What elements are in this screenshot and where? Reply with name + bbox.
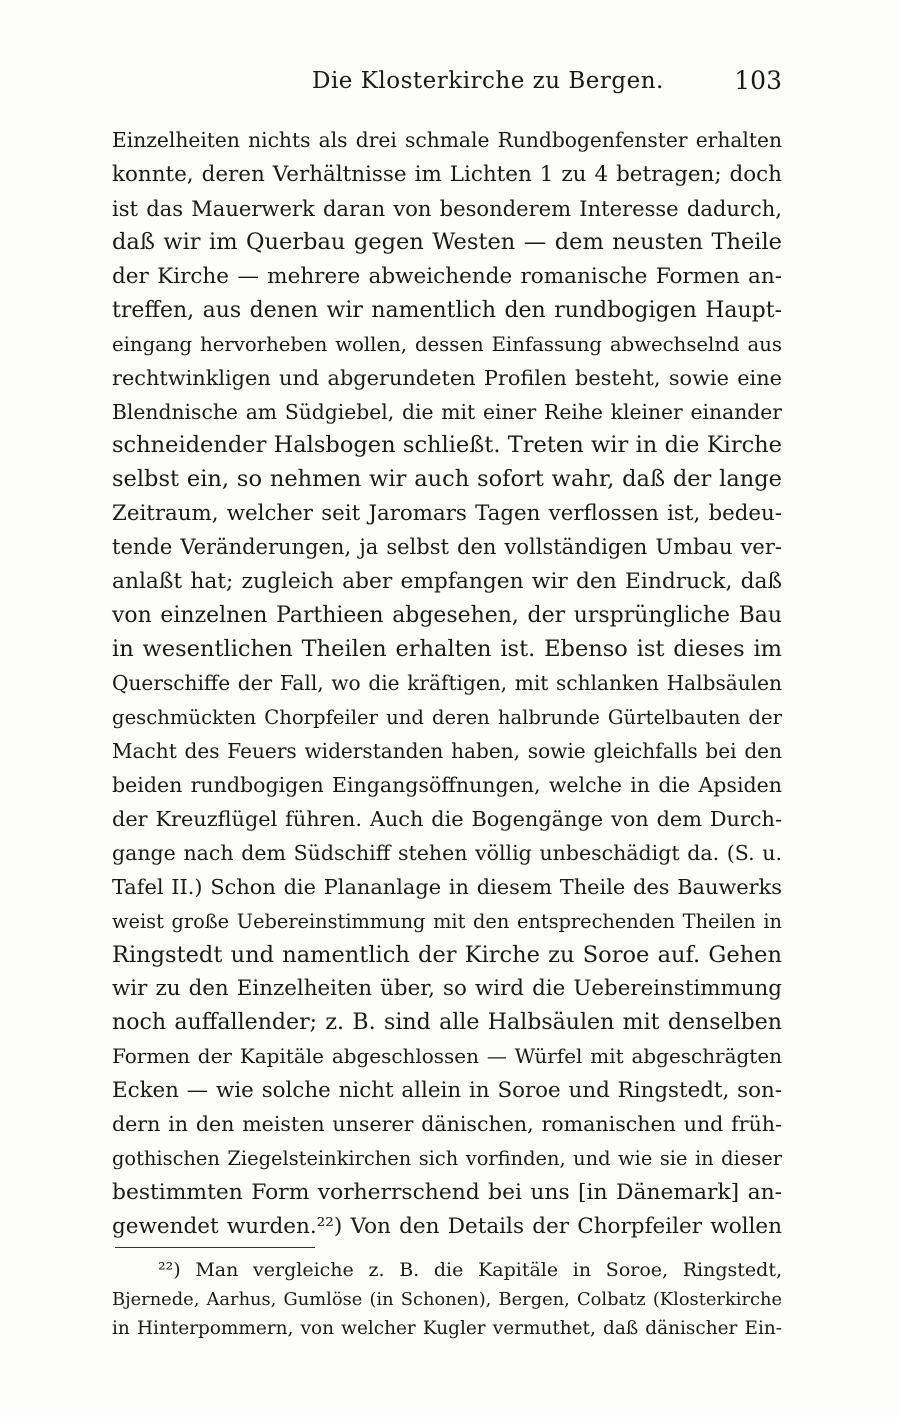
- footnote-divider: [115, 1247, 315, 1248]
- text-line: der Kirche — mehrere abweichende romanische Formen an-: [112, 263, 782, 289]
- text-line: konnte, deren Verhältnisse im Lichten 1 zu 4 betragen; doch: [112, 161, 782, 187]
- text-line: der Kreuzflügel führen. Auch die Bogengänge von dem Durch-: [112, 806, 782, 831]
- text-line: selbst ein, so nehmen wir auch sofort wahr, daß der lange: [112, 466, 782, 493]
- text-line: Blendnische am Südgiebel, die mit einer Reihe kleiner einander: [112, 399, 782, 424]
- text-line: gewendet wurden.²²) Von den Details der Chorpfeiler wollen: [112, 1214, 782, 1239]
- text-line: schneidender Halsbogen schließt. Treten wir in die Kirche: [112, 432, 782, 459]
- text-line: Formen der Kapitäle abgeschlossen — Würfel mit abgeschrägten: [112, 1044, 782, 1069]
- text-line: von einzelnen Parthieen abgesehen, der ursprüngliche Bau: [112, 603, 782, 629]
- footnote-line: ²²) Man vergleiche z. B. die Kapitäle in Soroe, Ringstedt,: [158, 1259, 782, 1281]
- body-text: [112, 124, 782, 1244]
- text-line: Zeitraum, welcher seit Jaromars Tagen verflossen ist, bedeu-: [112, 501, 782, 527]
- text-line: daß wir im Querbau gegen Westen — dem neusten Theile: [112, 228, 782, 255]
- text-line: treffen, aus denen wir namentlich den rundbogigen Haupt-: [112, 297, 782, 323]
- text-line: gange nach dem Südschiff stehen völlig unbeschädigt da. (S. u.: [112, 840, 782, 865]
- page-number: 103: [734, 66, 782, 95]
- text-line: geschmückten Chorpfeiler und deren halbrunde Gürtelbauten der: [112, 705, 782, 729]
- running-title: Die Klosterkirche zu Bergen.: [312, 68, 664, 94]
- text-line: Macht des Feuers widerstanden haben, sowie gleichfalls bei den: [112, 738, 782, 763]
- text-line: Ecken — wie solche nicht allein in Soroe und Ringstedt, son-: [112, 1078, 782, 1104]
- text-line: tende Veränderungen, ja selbst den vollständigen Umbau ver-: [112, 535, 782, 560]
- text-line: bestimmten Form vorherrschend bei uns [in Dänemark] an-: [112, 1180, 782, 1206]
- text-line: weist große Uebereinstimmung mit den entsprechenden Theilen in: [112, 909, 782, 933]
- text-line: dern in den meisten unserer dänischen, romanischen und früh-: [112, 1112, 782, 1137]
- text-line: in wesentlichen Theilen erhalten ist. Ebenso ist dieses im: [112, 636, 782, 663]
- text-line: ist das Mauerwerk daran von besonderem Interesse dadurch,: [112, 195, 782, 221]
- footnotes: [112, 1256, 782, 1343]
- text-line: wir zu den Einzelheiten über, so wird die Uebereinstimmung: [112, 976, 782, 1002]
- text-line: Querschiffe der Fall, wo die kräftigen, mit schlanken Halbsäulen: [112, 671, 782, 695]
- text-line: Einzelheiten nichts als drei schmale Rundbogenfenster erhalten: [112, 128, 782, 152]
- footnote-line: Bjernede, Aarhus, Gumlöse (in Schonen), Bergen, Colbatz (Klosterkirche: [112, 1289, 782, 1310]
- text-line: Ringstedt und namentlich der Kirche zu Soroe auf. Gehen: [112, 941, 782, 968]
- page-header: [112, 62, 782, 102]
- text-line: rechtwinkligen und abgerundeten Profilen besteht, sowie eine: [112, 365, 782, 390]
- text-line: eingang hervorheben wollen, dessen Einfassung abwechselnd aus: [112, 332, 782, 356]
- text-line: gothischen Ziegelsteinkirchen sich vorfinden, und wie sie in dieser: [112, 1147, 782, 1171]
- text-line: anlaßt hat; zugleich aber empfangen wir den Eindruck, daß: [112, 569, 782, 595]
- text-line: beiden rundbogigen Eingangsöffnungen, welche in die Apsiden: [112, 772, 782, 797]
- footnote-line: in Hinterpommern, von welcher Kugler vermuthet, daß dänischer Ein-: [112, 1318, 782, 1339]
- text-line: Tafel II.) Schon die Plananlage in diesem Theile des Bauwerks: [112, 874, 782, 899]
- text-line: noch auffallender; z. B. sind alle Halbsäulen mit denselben: [112, 1010, 782, 1036]
